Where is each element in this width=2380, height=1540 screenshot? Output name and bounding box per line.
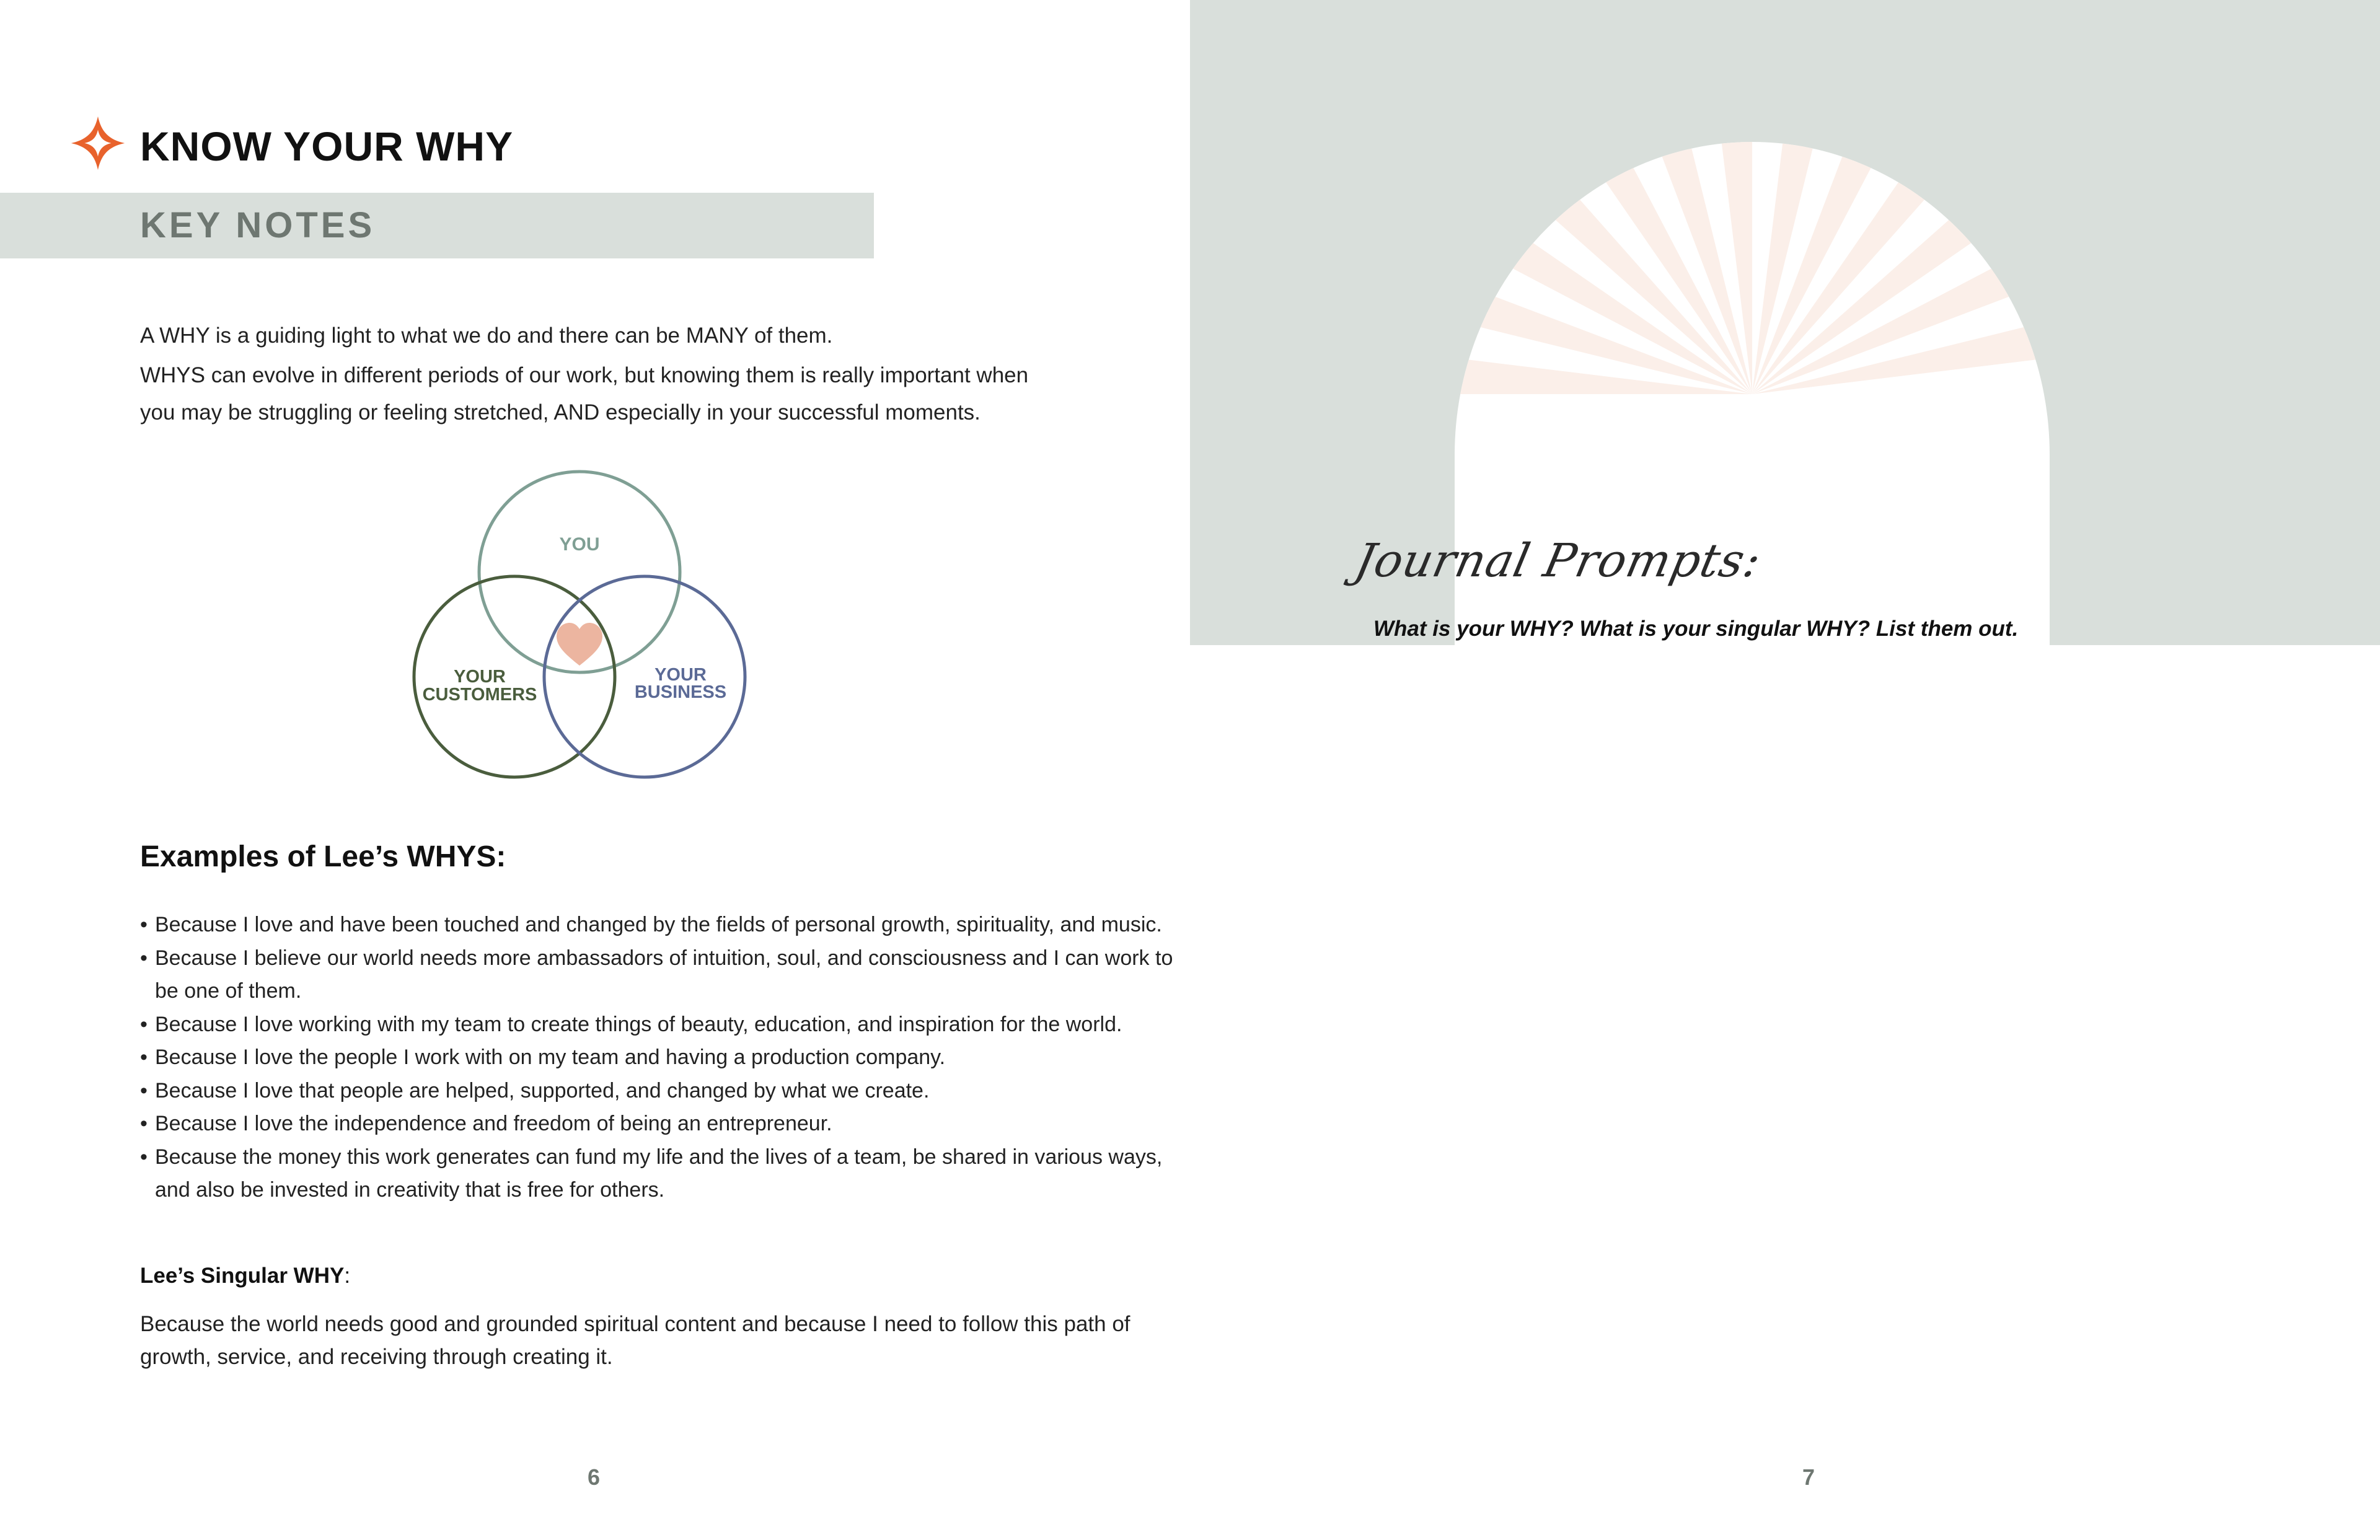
journal-prompts-heading: Journal Prompts: — [1350, 534, 1766, 587]
venn-circle-business — [544, 576, 745, 777]
list-item: • Because I love working with my team to create things of beauty, education, and inspiration for the world. — [140, 1008, 1132, 1042]
page-title: KNOW YOUR WHY — [140, 123, 514, 169]
list-item: • Because I believe our world needs more ambassadors of intuition, soul, and consciousness and I can work to — [140, 942, 1132, 975]
list-item: • Because I love that people are helped, supported, and changed by what we create. — [140, 1075, 1132, 1108]
key-notes-label: KEY NOTES — [140, 205, 376, 245]
singular-why-text — [140, 1308, 1130, 1373]
venn-circle-customers — [414, 576, 615, 777]
venn-label-you: YOU — [559, 534, 600, 555]
list-item-continuation: be one of them. — [155, 979, 302, 1003]
list-item: • Because I love and have been touched and changed by the fields of personal growth, spirituality, and music. — [140, 909, 1132, 942]
list-item-continuation: and also be invested in creativity that is free for others. — [155, 1178, 665, 1202]
examples-heading: Examples of Lee’s WHYS: — [140, 840, 506, 873]
journal-question: What is your WHY? What is your singular WHY? List them out. — [1373, 617, 2019, 641]
sunburst-rays — [1349, 71, 2155, 394]
singular-why-colon: : — [344, 1264, 351, 1288]
intro-line: WHYS can evolve in different periods of our work, but knowing them is really important when — [140, 363, 1029, 387]
venn-diagram — [397, 466, 769, 788]
page-number-right: 7 — [1802, 1464, 1815, 1490]
list-item: • Because I love the people I work with on my team and having a production company. — [140, 1041, 1132, 1075]
intro-text — [140, 317, 1033, 431]
list-item: • Because I love the independence and freedom of being an entrepreneur. — [140, 1107, 1132, 1141]
intro-line: A WHY is a guiding light to what we do and there can be MANY of them. — [140, 323, 833, 348]
venn-label-customers-2: CUSTOMERS — [422, 685, 537, 705]
right-page — [1190, 0, 2380, 1540]
examples-list — [140, 909, 1173, 1207]
venn-label-customers-1: YOUR — [454, 667, 506, 687]
singular-why-label-text: Lee’s Singular WHY — [140, 1264, 345, 1288]
page-number-left: 6 — [587, 1464, 601, 1490]
singular-why-line: Because the world needs good and grounded spiritual content and because I need to follow this path of — [140, 1312, 1130, 1336]
singular-why-label — [140, 1261, 350, 1291]
singular-why-line: growth, service, and receiving through creating it. — [140, 1345, 613, 1369]
intro-line: you may be struggling or feeling stretched, AND especially in your successful moments. — [140, 400, 981, 425]
key-notes-banner — [0, 193, 874, 258]
compass-star-icon — [70, 115, 126, 171]
list-item: • Because the money this work generates can fund my life and the lives of a team, be shared in various ways, — [140, 1141, 1132, 1174]
heart-icon — [557, 623, 602, 666]
venn-label-business-1: YOUR — [654, 665, 707, 685]
venn-label-business-2: BUSINESS — [634, 682, 727, 702]
